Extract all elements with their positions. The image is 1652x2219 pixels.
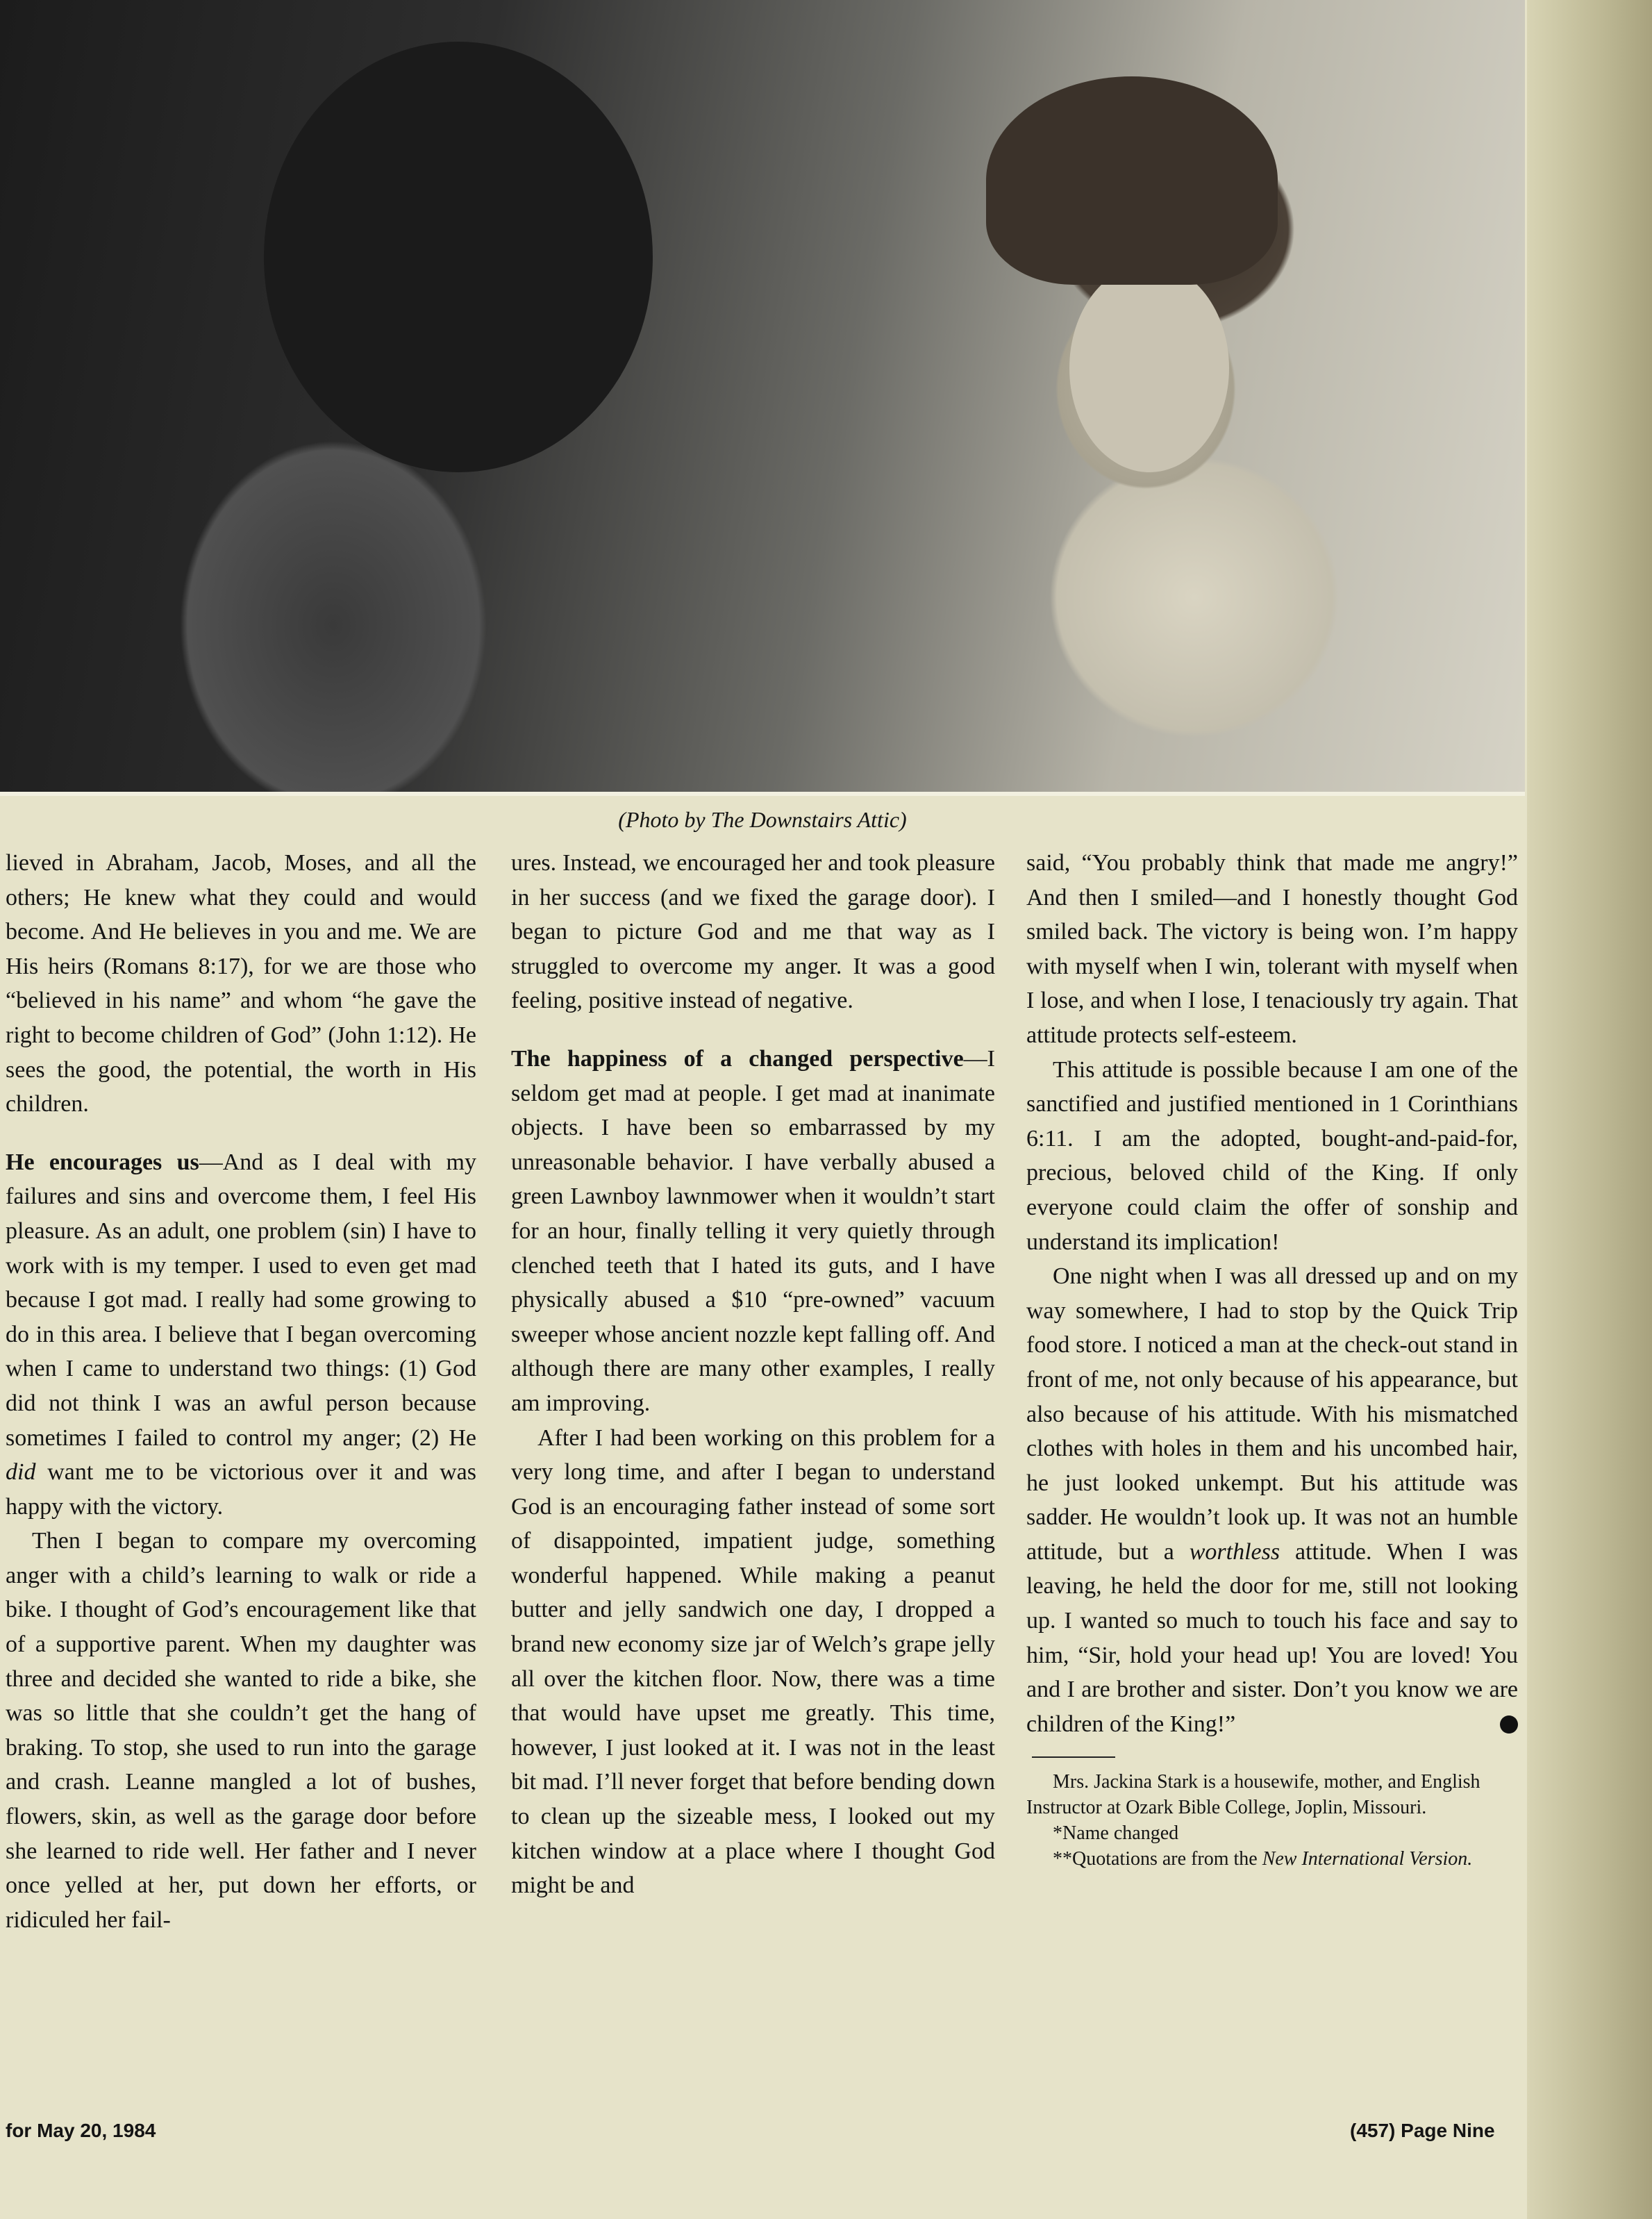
paragraph: lieved in Abraham, Jacob, Moses, and all the others; He knew what they could and would become. And He believes in you and me. We are His heirs (Romans 8:17), for we are those who “believed in his name” and whom “he gave the right to become children of God” (John 1:12). He sees the good, the potential, the worth in His children. [6, 850, 476, 1117]
paragraph: Then I began to compare my overcoming anger with a child’s learning to walk or ride a bike. I thought of God’s encouragement like that of a supportive parent. When my daughter was three and decided she wanted to ride a bike, she was so little that she couldn’t get the hang of braking. To stop, she used to run into the garage and crash. Leanne mangled a lot of bushes, flowers, skin, as well as the garage door before she learned to ride well. Her father and I never once yelled at her, put down her efforts, or ridiculed her fail- [6, 1528, 476, 1933]
paragraph-text: —And as I deal with my failures and sins and overcome them, I feel His pleasure. As an adult, one problem (sin) I have to work with is my temper. I used to even get mad because I got mad. I really had some growing to do in this area. I believe that I began overcoming when I came to understand two things: (1) God did not think I was an awful person because sometimes I failed to control my anger; (2) He [6, 1149, 476, 1451]
footnote: *Name changed [1053, 1822, 1179, 1845]
photo-girl-hair [986, 76, 1278, 285]
paragraph-text: —I seldom get mad at people. I get mad at inanimate objects. I have been so embarrassed by my unreasonable behavior. I have verbally abused a green Lawnboy lawnmower when it wouldn’t start for an hour, finally telling it very quietly through clenched teeth that I hated its guts, and I have physically abused a $10 “pre-owned” vacuum sweeper whose ancient nozzle kept falling off. And although there are many other examples, I really am improving. [511, 1045, 995, 1416]
photo-caption: (Photo by The Downstairs Attic) [618, 807, 907, 832]
footnote-text: **Quotations are from the [1053, 1848, 1262, 1870]
paragraph [6, 1145, 476, 1524]
article-column-2 [511, 846, 995, 1903]
footer-date: for May 20, 1984 [6, 2120, 156, 2141]
emphasis: did [6, 1459, 36, 1486]
paragraph: This attitude is possible because I am one of the sanctified and justified mentioned in 1 Corinthians 6:11. I am the adopted, bought-and-paid-for, precious, beloved child of the King. If only everyone could claim the offer of sonship and understand its implication! [1026, 1056, 1518, 1255]
paragraph: said, “You probably think that made me angry!” And then I smiled—and I honestly thought God smiled back. The victory is being won. I’m happy with myself when I win, tolerant with myself when I lose, and when I lose, I tenaciously try again. That attitude protects self-esteem. [1026, 850, 1518, 1048]
paragraph: ures. Instead, we encouraged her and took pleasure in her success (and we fixed the garage door). I began to picture God and me that way as I struggled to overcome my anger. It was a good feeling, positive instead of negative. [511, 850, 995, 1014]
paragraph [511, 1042, 995, 1421]
footnote [1026, 1846, 1518, 1872]
article-column-1 [6, 846, 476, 1937]
paragraph-text: One night when I was all dressed up and on my way somewhere, I had to stop by the Quick Trip food store. I noticed a man at the check-out stand in front of me, not only because of his appearance, but also because of his attitude. With his mismatched clothes with holes in them and his uncombed hair, he just looked unkempt. But his attitude was sadder. He wouldn’t look up. It was not an humble attitude, but a [1026, 1263, 1518, 1565]
page-edge [1527, 0, 1652, 2219]
emphasis: worthless [1189, 1538, 1280, 1565]
author-note: Mrs. Jackina Stark is a housewife, mother, and English Instructor at Ozark Bible College, Joplin, Missouri. [1026, 1771, 1480, 1819]
divider [1032, 1756, 1115, 1758]
subheading: The happiness of a changed perspective [511, 1045, 964, 1072]
article-column-3 [1026, 846, 1518, 1872]
footer-page-number: (457) Page Nine [1350, 2120, 1495, 2141]
end-mark-icon [1500, 1715, 1518, 1734]
photo-girl-face [1069, 264, 1229, 472]
paragraph-text: want me to be victorious over it and was happy with the victory. [6, 1459, 476, 1520]
subheading: He encourages us [6, 1149, 199, 1175]
paragraph [1026, 1259, 1518, 1741]
photo-mother-and-daughter [0, 0, 1525, 796]
paragraph: After I had been working on this problem for a very long time, and after I began to understand God is an encouraging father instead of some sort of disappointed, impatient judge, something wonderful happened. While making a peanut butter and jelly sandwich one day, I dropped a brand new economy size jar of Welch’s grape jelly all over the kitchen floor. Now, there was a time that would have upset me greatly. This time, however, I just looked at it. I was not in the least bit mad. I’ll never forget that before bending down to clean up the sizeable mess, I looked out my kitchen window at a place where I thought God might be and [511, 1424, 995, 1899]
photo-woman-head [264, 42, 653, 472]
paragraph-text: attitude. When I was leaving, he held the door for me, still not looking up. I wanted so much to touch his face and say to him, “Sir, hold your head up! You are loved! You and I are brother and sister. Don’t you know we are children of the King!” [1026, 1538, 1518, 1737]
emphasis: New International Version. [1262, 1848, 1473, 1870]
